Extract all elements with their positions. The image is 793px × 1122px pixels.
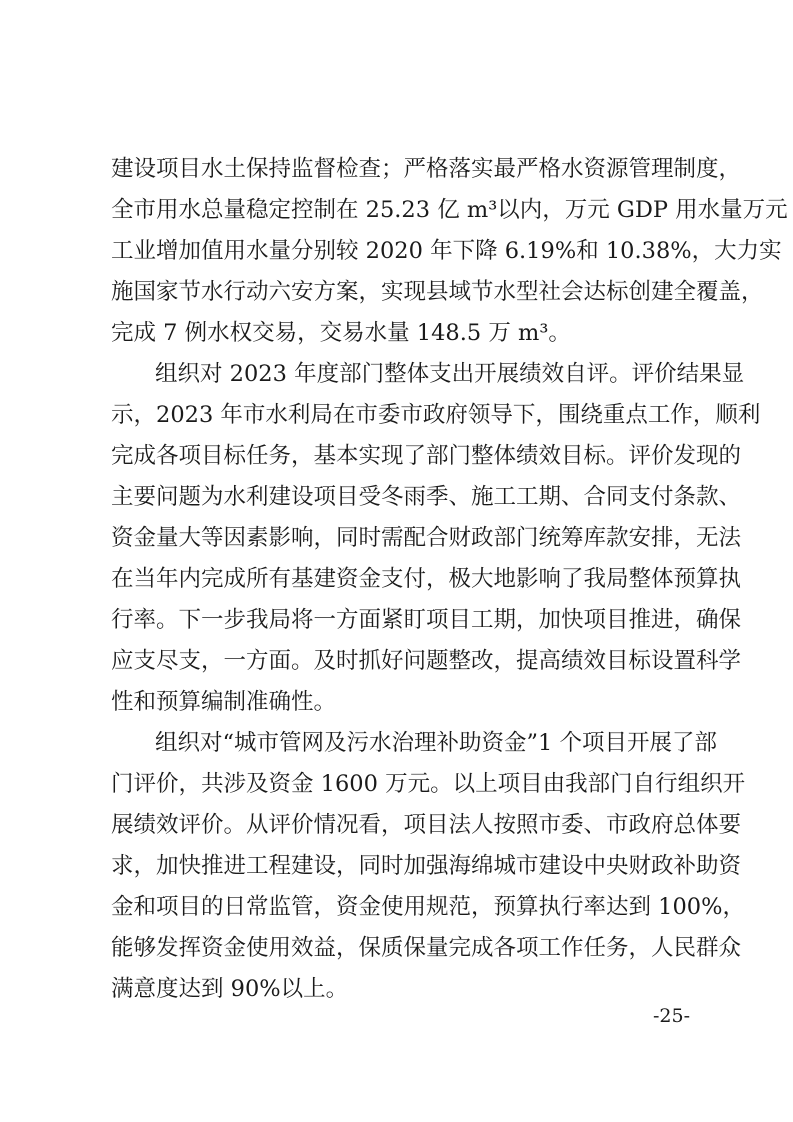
text-line: 资金量大等因素影响，同时需配合财政部门统筹库款安排，无法 <box>111 525 742 551</box>
text-line: 全市用水总量稳定控制在 25.23 亿 m³以内，万元 GDP 用水量万元 <box>111 197 788 223</box>
text-line: 示，2023 年市水利局在市委市政府领导下，围绕重点工作，顺利 <box>111 402 761 428</box>
text-line: 展绩效评价。从评价情况看，项目法人按照市委、市政府总体要 <box>111 812 742 838</box>
text-line: 能够发挥资金使用效益，保质保量完成各项工作任务，人民群众 <box>111 935 742 961</box>
text-line: 求，加快推进工程建设，同时加强海绵城市建设中央财政补助资 <box>111 853 742 879</box>
text-line: 性和预算编制准确性。 <box>111 689 337 715</box>
text-line: 在当年内完成所有基建资金支付，极大地影响了我局整体预算执 <box>111 566 742 592</box>
text-line: 门评价，共涉及资金 1600 万元。以上项目由我部门自行组织开 <box>111 771 746 797</box>
text-line: 行率。下一步我局将一方面紧盯项目工期，加快项目推进，确保 <box>111 607 742 633</box>
text-line: 施国家节水行动六安方案，实现县域节水型社会达标创建全覆盖， <box>111 279 764 305</box>
text-line: 金和项目的日常监管，资金使用规范，预算执行率达到 100%， <box>111 894 745 920</box>
text-line: 完成 7 例水权交易，交易水量 148.5 万 m³。 <box>111 320 571 346</box>
text-line: 组织对“城市管网及污水治理补助资金”1 个项目开展了部 <box>155 730 717 756</box>
text-line: 完成各项目标任务，基本实现了部门整体绩效目标。评价发现的 <box>111 443 742 469</box>
text-line: 主要问题为水利建设项目受冬雨季、施工工期、合同支付条款、 <box>111 484 742 510</box>
text-line: 组织对 2023 年度部门整体支出开展绩效自评。评价结果显 <box>155 361 745 387</box>
page-number: -25- <box>652 1005 690 1027</box>
text-line: 满意度达到 90%以上。 <box>111 976 349 1002</box>
text-line: 应支尽支，一方面。及时抓好问题整改，提高绩效目标设置科学 <box>111 648 742 674</box>
text-line: 建设项目水土保持监督检查；严格落实最严格水资源管理制度， <box>111 156 742 182</box>
text-line: 工业增加值用水量分别较 2020 年下降 6.19%和 10.38%，大力实 <box>111 238 782 264</box>
